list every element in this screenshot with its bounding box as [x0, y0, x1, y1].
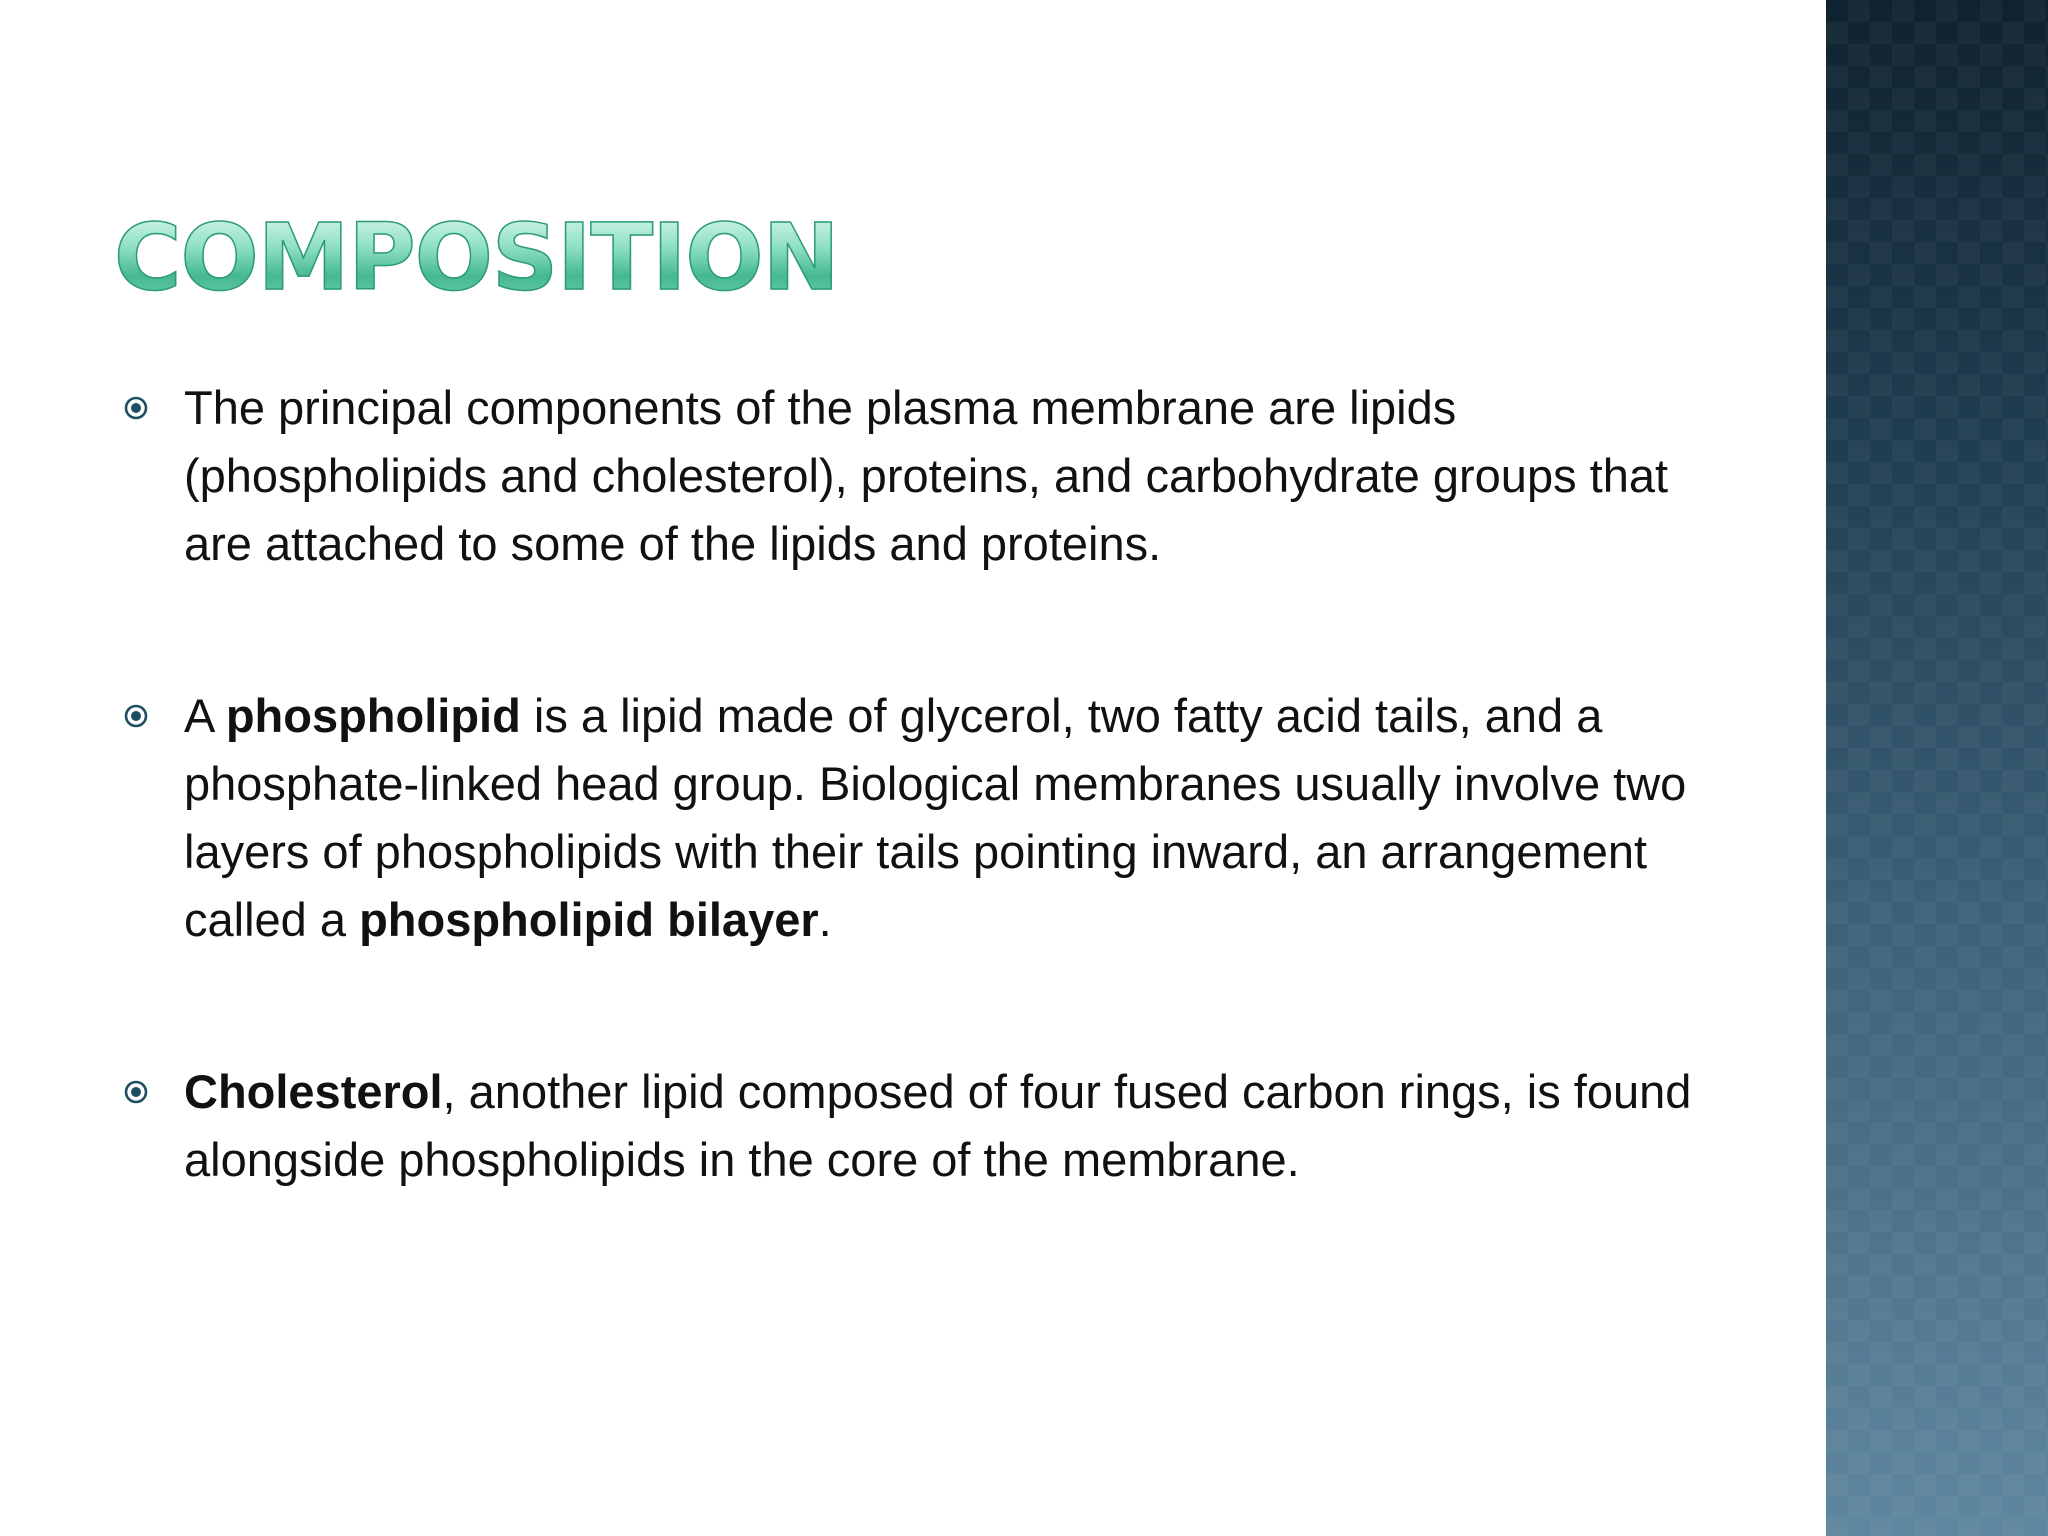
- bullet-text-middle: is a lipid made of glycerol, two fatty acid tails, and a phosphate-linked head group. Biological membranes usually involve two layers of phospholipids with their tails pointing inward, an arrangement called a: [184, 689, 1687, 946]
- term-phospholipid-bilayer: phospholipid bilayer: [359, 893, 819, 946]
- decorative-side-panel: [1826, 0, 2048, 1536]
- bullet-text-rest: , another lipid composed of four fused carbon rings, is found alongside phospholipids in the core of the membrane.: [184, 1065, 1692, 1186]
- slide-title: COMPOSITION: [114, 204, 839, 311]
- bullet-item-2: [120, 682, 1720, 954]
- bullet-text-prefix: A: [184, 689, 226, 742]
- term-phospholipid: phospholipid: [225, 689, 521, 742]
- term-cholesterol: Cholesterol: [184, 1065, 443, 1118]
- bullet-item-3: [120, 1058, 1720, 1194]
- bullet-item-1: [120, 374, 1720, 578]
- circled-dot-bullet-icon: [124, 704, 148, 728]
- bullet-text: The principal components of the plasma membrane are lipids (phospholipids and cholesterol), proteins, and carbohydrate groups that are attached to some of the lipids and proteins.: [184, 381, 1669, 570]
- bullet-text-suffix: .: [818, 893, 832, 946]
- bullet-list: [120, 374, 1720, 1194]
- circled-dot-bullet-icon: [124, 396, 148, 420]
- circled-dot-bullet-icon: [124, 1080, 148, 1104]
